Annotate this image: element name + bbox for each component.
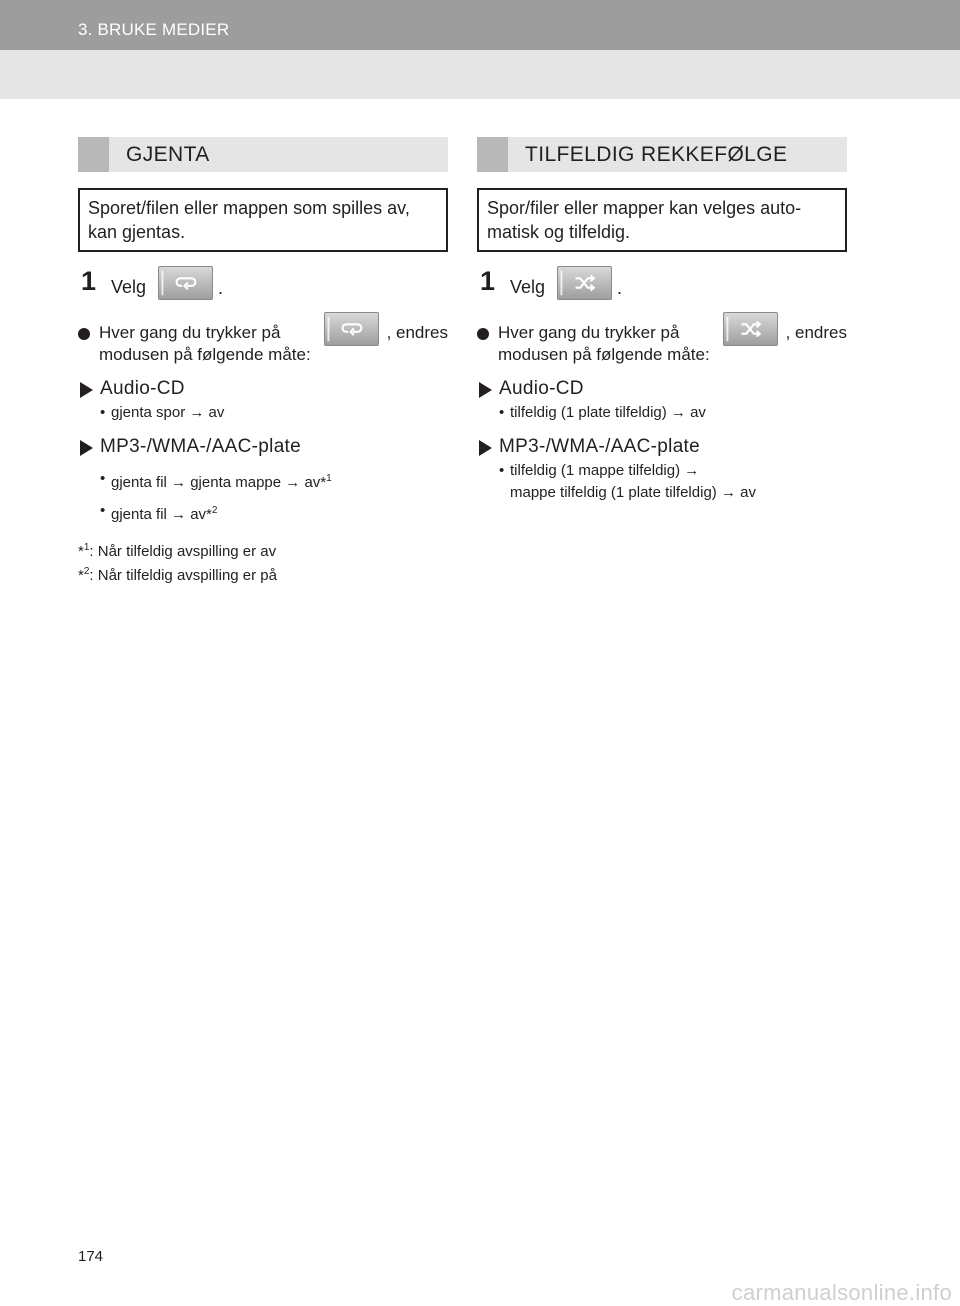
list-item-continuation: mappe tilfeldig (1 plate tilfeldig) → av — [510, 484, 756, 501]
step-label: Velg — [510, 277, 546, 297]
heading-marker — [78, 137, 109, 172]
watermark: carmanualsonline.info — [731, 1280, 952, 1305]
section-heading — [78, 137, 448, 172]
triangle-icon — [479, 382, 492, 398]
footnotes — [78, 538, 448, 586]
repeat-section — [78, 137, 448, 586]
step-period: . — [617, 278, 623, 298]
audio-cd-block — [78, 376, 448, 424]
subheading: MP3-/WMA-/AAC-plate — [100, 436, 302, 457]
intro-box: Spor/filer eller mapper kan velges auto-matisk og tilfeldig. — [477, 188, 847, 252]
header-band — [0, 50, 960, 99]
step-number: 1 — [81, 266, 97, 296]
intro-box: Sporet/filen eller mappen som spilles av, kan gjentas. — [78, 188, 448, 252]
bullet-item — [78, 322, 448, 366]
repeat-button-inline[interactable] — [324, 312, 379, 346]
footnote: *$^1$: Når tilfeldig avspilling er av — [78, 542, 277, 560]
repeat-icon — [325, 313, 378, 345]
bullet-text: Hver gang du trykker på — [498, 323, 680, 342]
section-heading — [477, 137, 847, 172]
step-1 — [477, 266, 847, 302]
heading-marker — [477, 137, 508, 172]
shuffle-button-inline[interactable] — [723, 312, 778, 346]
footnote: *$^2$: Når tilfeldig avspilling er på — [78, 566, 277, 584]
section-title: TILFELDIG REKKEFØLGE — [525, 143, 788, 166]
triangle-icon — [479, 440, 492, 456]
list-item: • tilfeldig (1 plate tilfeldig) → av — [499, 404, 706, 421]
step-number: 1 — [480, 266, 496, 296]
triangle-icon — [80, 382, 93, 398]
shuffle-section — [477, 137, 847, 504]
mp3-block — [477, 434, 847, 504]
repeat-button[interactable] — [158, 266, 213, 300]
bullet-item — [477, 322, 847, 366]
bullet-text-line2: modusen på følgende måte: — [498, 345, 710, 364]
repeat-icon — [159, 267, 212, 299]
subheading: MP3-/WMA-/AAC-plate — [499, 436, 701, 457]
bullet-text-end: , endres — [386, 323, 448, 342]
list-item: • gjenta fil → av*$^2$ — [100, 502, 218, 523]
page-header — [0, 0, 960, 50]
triangle-icon — [80, 440, 93, 456]
mp3-block — [78, 434, 448, 526]
section-title: GJENTA — [126, 143, 210, 166]
shuffle-button[interactable] — [557, 266, 612, 300]
shuffle-icon — [724, 313, 777, 345]
list-item: • gjenta fil → gjenta mappe → av*$^1$ — [100, 470, 332, 491]
step-period: . — [218, 278, 224, 298]
list-item: • gjenta spor → av — [100, 404, 225, 421]
step-1 — [78, 266, 448, 302]
step-label: Velg — [111, 277, 147, 297]
subheading: Audio-CD — [100, 378, 185, 399]
chapter-title: 3. BRUKE MEDIER — [78, 20, 230, 39]
list-item: • tilfeldig (1 mappe tilfeldig) → — [499, 462, 700, 479]
bullet-text-end: , endres — [785, 323, 847, 342]
shuffle-icon — [558, 267, 611, 299]
page-number: 174 — [78, 1248, 104, 1265]
bullet-text: Hver gang du trykker på — [99, 323, 281, 342]
bullet-text-line2: modusen på følgende måte: — [99, 345, 311, 364]
audio-cd-block — [477, 376, 847, 424]
subheading: Audio-CD — [499, 378, 584, 399]
